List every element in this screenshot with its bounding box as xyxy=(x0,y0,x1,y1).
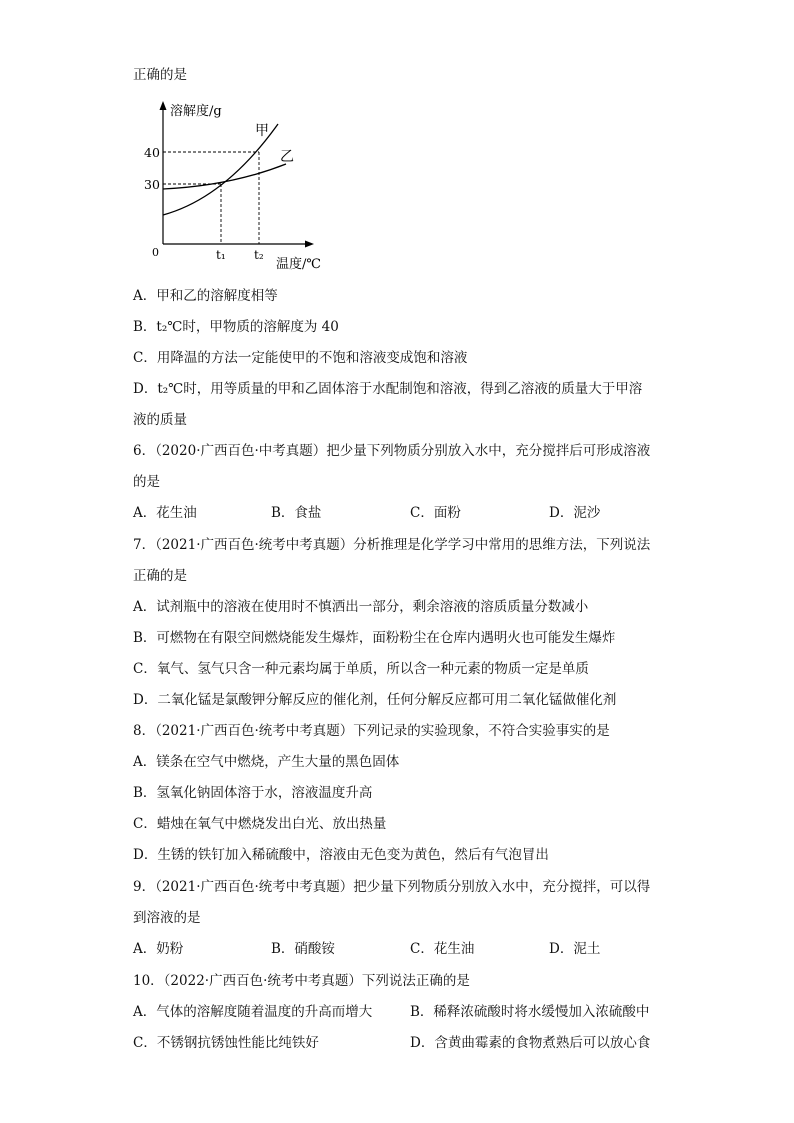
y-tick-40: 40 xyxy=(144,145,160,160)
q9-option-a: A．奶粉 xyxy=(133,941,184,957)
q8-option-a: A．镁条在空气中燃烧，产生大量的黑色固体 xyxy=(133,754,400,770)
q9-stem: 9．（2021·广西百色·统考中考真题）把少量下列物质分别放入水中，充分搅拌，可以得 xyxy=(133,879,651,895)
q8-option-c: C．蜡烛在氧气中燃烧发出白光、放出热量 xyxy=(133,816,387,832)
origin-label: 0 xyxy=(152,246,159,259)
q9-option-b: B．硝酸铵 xyxy=(271,941,335,957)
curve-label-yi: 乙 xyxy=(280,149,294,165)
curve-label-jia: 甲 xyxy=(255,123,269,139)
q9-stem-cont: 到溶液的是 xyxy=(133,910,201,926)
q7-option-d: D．二氧化锰是氯酸钾分解反应的催化剂，任何分解反应都可用二氧化锰做催化剂 xyxy=(133,692,617,708)
solubility-curve-figure xyxy=(130,98,340,270)
y-tick-30: 30 xyxy=(144,177,160,192)
q5-option-b: B．t₂℃时，甲物质的溶解度为 40 xyxy=(133,319,339,335)
curve-yi xyxy=(163,164,286,189)
q6-stem-cont: 的是 xyxy=(133,474,160,490)
y-axis-label: 溶解度/g xyxy=(170,104,222,119)
x-tick-t1: t₁ xyxy=(216,248,226,262)
q5-option-a: A．甲和乙的溶解度相等 xyxy=(133,288,278,304)
question-5-stem-end: 正确的是 xyxy=(133,67,187,83)
q5-option-c: C．用降温的方法一定能使甲的不饱和溶液变成饱和溶液 xyxy=(133,350,468,366)
q7-stem-cont: 正确的是 xyxy=(133,568,187,584)
x-axis-label: 温度/℃ xyxy=(276,257,321,270)
q6-option-c: C．面粉 xyxy=(410,505,461,521)
q5-option-d-cont: 液的质量 xyxy=(133,412,187,428)
x-axis-arrow xyxy=(305,241,314,248)
q5-option-d: D．t₂℃时，用等质量的甲和乙固体溶于水配制饱和溶液，得到乙溶液的质量大于甲溶 xyxy=(133,381,643,397)
y-axis-arrow xyxy=(160,101,167,110)
q9-option-d: D．泥土 xyxy=(549,941,601,957)
q7-option-a: A．试剂瓶中的溶液在使用时不慎洒出一部分，剩余溶液的溶质质量分数减小 xyxy=(133,599,589,615)
q6-option-d: D．泥沙 xyxy=(549,505,601,521)
q10-stem: 10．（2022·广西百色·统考中考真题）下列说法正确的是 xyxy=(133,973,470,989)
q7-option-c: C．氧气、氢气只含一种元素均属于单质，所以含一种元素的物质一定是单质 xyxy=(133,661,589,677)
q6-option-b: B．食盐 xyxy=(271,505,322,521)
q7-stem: 7．（2021·广西百色·统考中考真题）分析推理是化学学习中常用的思维方法，下列说法 xyxy=(133,537,651,553)
q6-stem: 6．（2020·广西百色·中考真题）把少量下列物质分别放入水中，充分搅拌后可形成溶液 xyxy=(133,443,651,459)
q6-option-a: A．花生油 xyxy=(133,505,197,521)
q8-stem: 8．（2021·广西百色·统考中考真题）下列记录的实验现象，不符合实验事实的是 xyxy=(133,723,610,739)
q10-option-d: D．含黄曲霉素的食物煮熟后可以放心食 xyxy=(410,1035,651,1051)
q9-option-c: C．花生油 xyxy=(410,941,475,957)
q10-option-b: B．稀释浓硫酸时将水缓慢加入浓硫酸中 xyxy=(410,1004,650,1020)
x-tick-t2: t₂ xyxy=(254,248,264,262)
q8-option-b: B．氢氧化钠固体溶于水，溶液温度升高 xyxy=(133,785,373,801)
q10-option-a: A．气体的溶解度随着温度的升高而增大 xyxy=(133,1004,373,1020)
q10-option-c: C．不锈钢抗锈蚀性能比纯铁好 xyxy=(133,1035,319,1051)
q7-option-b: B．可燃物在有限空间燃烧能发生爆炸，面粉粉尘在仓库内遇明火也可能发生爆炸 xyxy=(133,630,616,646)
q8-option-d: D．生锈的铁钉加入稀硫酸中，溶液由无色变为黄色，然后有气泡冒出 xyxy=(133,847,549,863)
